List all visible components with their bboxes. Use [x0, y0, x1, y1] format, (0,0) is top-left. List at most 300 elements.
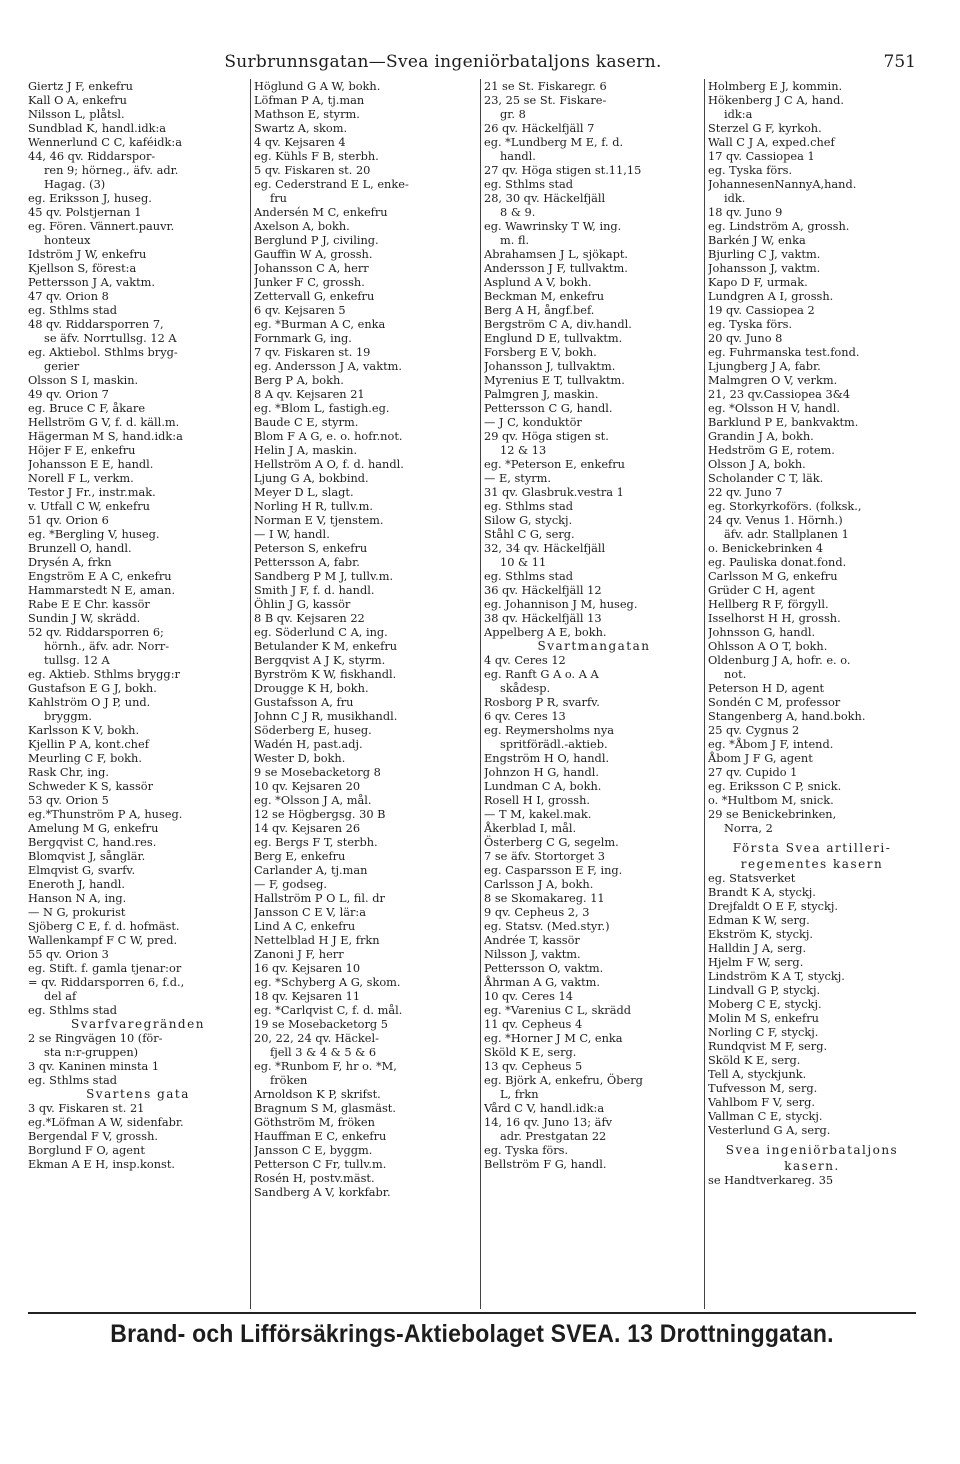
directory-entry: Asplund A V, bokh.	[484, 275, 592, 289]
directory-entry: 10 & 11	[500, 555, 547, 569]
directory-entry: 9 se Mosebacketorg 8	[254, 765, 381, 779]
directory-entry: Sköld K E, serg.	[484, 1045, 577, 1059]
directory-entry: Rosell H I, grossh.	[484, 793, 591, 807]
directory-entry: Nilsson J, vaktm.	[484, 947, 581, 961]
directory-entry: 17 qv. Cassiopea 1	[708, 149, 815, 163]
directory-entry: idk:a	[724, 107, 753, 121]
directory-entry: 27 qv. Höga stigen st.11,15	[484, 163, 642, 177]
directory-entry: Silow G, styckj.	[484, 513, 573, 527]
column-divider	[250, 79, 251, 1309]
directory-entry: 3 qv. Kaninen minsta 1	[28, 1059, 160, 1073]
directory-entry: Edman K W, serg.	[708, 913, 810, 927]
directory-entry: JohannesenNannyA,hand.	[708, 177, 857, 191]
directory-entry: Englund D E, tullvaktm.	[484, 331, 623, 345]
directory-entry: Meurling C F, bokh.	[28, 751, 142, 765]
directory-entry: Johnzon H G, handl.	[484, 765, 599, 779]
directory-entry: Gustafsson A, fru	[254, 695, 354, 709]
directory-entry: eg. Wawrinsky T W, ing.	[484, 219, 622, 233]
directory-entry: 14, 16 qv. Juno 13; äfv	[484, 1115, 613, 1129]
directory-entry: Jansson C E V, lär:a	[254, 905, 366, 919]
directory-entry: Johansson C A, herr	[254, 261, 369, 275]
directory-entry: eg.*Löfman A W, sidenfabr.	[28, 1115, 184, 1129]
directory-entry: Carlsson J A, bokh.	[484, 877, 594, 891]
directory-entry: Bergqvist C, hand.res.	[28, 835, 157, 849]
directory-entry: eg. Reymersholms nya	[484, 723, 614, 737]
directory-entry: Eneroth J, handl.	[28, 877, 125, 891]
directory-entry: 48 qv. Riddarsporren 7,	[28, 317, 164, 331]
directory-entry: Betulander K M, enkefru	[254, 639, 398, 653]
directory-entry: 11 qv. Cepheus 4	[484, 1017, 583, 1031]
directory-entry: Myrenius E T, tullvaktm.	[484, 373, 625, 387]
directory-entry: eg. *Runbom F, hr o. *M,	[254, 1059, 397, 1073]
directory-entry: Bellström F G, handl.	[484, 1157, 607, 1171]
directory-entry: Pettersson A, fabr.	[254, 555, 360, 569]
directory-entry: Byrström K W, fiskhandl.	[254, 667, 397, 681]
directory-entry: Bragnum S M, glasmäst.	[254, 1101, 396, 1115]
directory-entry: Norra, 2	[724, 821, 773, 835]
directory-entry: Gauffin W A, grossh.	[254, 247, 373, 261]
directory-entry: Norell F L, verkm.	[28, 471, 134, 485]
directory-entry: 16 qv. Kejsaren 10	[254, 961, 361, 975]
directory-entry: eg. *Bergling V, huseg.	[28, 527, 160, 541]
directory-entry: Peterson H D, agent	[708, 681, 825, 695]
directory-entry: — T M, kakel.mak.	[484, 807, 592, 821]
directory-entry: Ståhl C G, serg.	[484, 527, 575, 541]
directory-entry: 26 qv. Häckelfjäll 7	[484, 121, 595, 135]
directory-entry: Brandt K A, styckj.	[708, 885, 816, 899]
directory-entry: Moberg C E, styckj.	[708, 997, 822, 1011]
directory-entry: Oldenburg J A, hofr. e. o.	[708, 653, 851, 667]
directory-entry: Jansson C E, byggm.	[254, 1143, 373, 1157]
directory-entry: Olsson S I, maskin.	[28, 373, 139, 387]
directory-entry: 27 qv. Cupido 1	[708, 765, 798, 779]
directory-entry: eg. Bergs F T, sterbh.	[254, 835, 378, 849]
directory-entry: Drejfaldt O E F, styckj.	[708, 899, 839, 913]
directory-entry: eg. Statsverket	[708, 871, 796, 885]
directory-entry: Åhrman A G, vaktm.	[484, 975, 600, 989]
directory-entry: Tufvesson M, serg.	[708, 1081, 818, 1095]
directory-entry: Söderberg E, huseg.	[254, 723, 372, 737]
directory-entry: Blomqvist J, sånglär.	[28, 849, 146, 863]
directory-entry: Hjelm F W, serg.	[708, 955, 804, 969]
directory-entry: Lind A C, enkefru	[254, 919, 356, 933]
directory-entry: Rosén H, postv.mäst.	[254, 1171, 375, 1185]
directory-entry: 18 qv. Kejsaren 11	[254, 989, 361, 1003]
directory-entry: Lindström K A T, styckj.	[708, 969, 845, 983]
directory-entry: eg. Tyska förs.	[708, 163, 793, 177]
directory-entry: Johansson E E, handl.	[28, 457, 154, 471]
directory-entry: Isselhorst H H, grossh.	[708, 611, 841, 625]
directory-entry: Tell A, styckjunk.	[708, 1067, 807, 1081]
directory-entry: Hauffman E C, enkefru	[254, 1129, 387, 1143]
directory-entry: eg. Casparsson E F, ing.	[484, 863, 623, 877]
directory-entry: Wennerlund C C, kaféidk:a	[28, 135, 182, 149]
directory-entry: Kjellson S, förest:a	[28, 261, 137, 275]
footer-advert: Brand- och Lifförsäkrings-Aktiebolaget SVEA. 13 Drottninggatan.	[110, 1320, 834, 1348]
directory-entry: Hammarstedt N E, aman.	[28, 583, 176, 597]
directory-entry: Kall O A, enkefru	[28, 93, 127, 107]
directory-entry: eg. Cederstrand E L, enke-	[254, 177, 409, 191]
directory-entry: eg. Eriksson C P, snick.	[708, 779, 842, 793]
directory-entry: eg. Tyska förs.	[708, 317, 793, 331]
directory-entry: eg. Söderlund C A, ing.	[254, 625, 388, 639]
directory-entry: Rask Chr, ing.	[28, 765, 110, 779]
directory-entry: Junker F C, grossh.	[254, 275, 365, 289]
directory-entry: 8 se Skomakareg. 11	[484, 891, 605, 905]
directory-entry: 9 qv. Cepheus 2, 3	[484, 905, 590, 919]
directory-entry: Sundblad K, handl.idk:a	[28, 121, 167, 135]
directory-entry: Testor J Fr., instr.mak.	[28, 485, 156, 499]
directory-entry: 36 qv. Häckelfjäll 12	[484, 583, 602, 597]
directory-entry: eg. Björk A, enkefru, Öberg	[484, 1073, 643, 1087]
directory-entry: Vahlbom F V, serg.	[708, 1095, 816, 1109]
directory-entry: äfv. adr. Stallplanen 1	[724, 527, 849, 541]
page-title: Surbrunnsgatan—Svea ingeniörbataljons kasern.	[224, 52, 662, 72]
directory-entry: gerier	[44, 359, 80, 373]
directory-entry: 20, 22, 24 qv. Häckel-	[254, 1031, 379, 1045]
directory-entry: 8 & 9.	[500, 205, 536, 219]
directory-entry: 14 qv. Kejsaren 26	[254, 821, 361, 835]
street-heading: Svarfvaregränden	[71, 1017, 205, 1031]
directory-entry: Smith J F, f. d. handl.	[254, 583, 375, 597]
directory-entry: 53 qv. Orion 5	[28, 793, 109, 807]
directory-entry: 55 qv. Orion 3	[28, 947, 109, 961]
directory-entry: Hanson N A, ing.	[28, 891, 127, 905]
directory-entry: 12 se Högbergsg. 30 B	[254, 807, 386, 821]
directory-entry: 19 se Mosebacketorg 5	[254, 1017, 389, 1031]
directory-entry: Bjurling C J, vaktm.	[708, 247, 821, 261]
directory-entry: eg. Andersson J A, vaktm.	[254, 359, 402, 373]
directory-entry: Karlsson K V, bokh.	[28, 723, 140, 737]
directory-entry: Hedström G E, rotem.	[708, 443, 835, 457]
directory-entry: Lundgren A I, grossh.	[708, 289, 834, 303]
street-heading: Svartens gata	[86, 1087, 190, 1101]
directory-entry: Carlander A, tj.man	[254, 863, 368, 877]
directory-entry: Lundman C A, bokh.	[484, 779, 602, 793]
directory-entry: o. Benickebrinken 4	[708, 541, 824, 555]
directory-entry: se äfv. Norrtullsg. 12 A	[44, 331, 177, 345]
page-number: 751	[883, 52, 916, 72]
street-heading: Svea ingeniörbataljons	[725, 1143, 899, 1157]
directory-entry: Ljungberg J A, fabr.	[708, 359, 821, 373]
footer-rule	[28, 1312, 916, 1314]
directory-entry: tullsg. 12 A	[44, 653, 110, 667]
directory-entry: Åbom J F G, agent	[708, 751, 813, 765]
directory-entry: eg.*Thunström P A, huseg.	[28, 807, 183, 821]
directory-entry: — F, godseg.	[254, 877, 328, 891]
directory-entry: 29 se Benickebrinken,	[708, 807, 837, 821]
directory-entry: Berg A H, ångf.bef.	[484, 303, 595, 317]
directory-entry: 3 qv. Fiskaren st. 21	[28, 1101, 145, 1115]
directory-entry: eg. Sthlms stad	[484, 177, 574, 191]
directory-entry: 5 qv. Fiskaren st. 20	[254, 163, 371, 177]
directory-entry: Höglund G A W, bokh.	[254, 79, 381, 93]
directory-entry: Gustafson E G J, bokh.	[28, 681, 157, 695]
directory-entry: 18 qv. Juno 9	[708, 205, 783, 219]
directory-entry: 10 qv. Ceres 14	[484, 989, 573, 1003]
directory-entry: 22 qv. Juno 7	[708, 485, 783, 499]
directory-entry: Berg P A, bokh.	[254, 373, 344, 387]
directory-entry: Holmberg E J, kommin.	[708, 79, 843, 93]
directory-entry: eg. *Lundberg M E, f. d.	[484, 135, 624, 149]
directory-entry: 2 se Ringvägen 10 (för-	[28, 1031, 163, 1045]
directory-entry: eg. Lindström A, grossh.	[708, 219, 850, 233]
directory-entry: 31 qv. Glasbruk.vestra 1	[484, 485, 624, 499]
directory-entry: Johnsson G, handl.	[708, 625, 816, 639]
directory-entry: Axelson A, bokh.	[254, 219, 350, 233]
directory-entry: Andersén M C, enkefru	[254, 205, 388, 219]
directory-entry: Berglund P J, civiling.	[254, 233, 379, 247]
directory-entry: Sköld K E, serg.	[708, 1053, 801, 1067]
directory-entry: Sundin J W, skrädd.	[28, 611, 141, 625]
directory-entry: Sandberg A V, korkfabr.	[254, 1185, 391, 1199]
directory-entry: Sandberg P M J, tullv.m.	[254, 569, 394, 583]
directory-entry: Drougge K H, bokh.	[254, 681, 369, 695]
directory-entry: eg. Kühls F B, sterbh.	[254, 149, 379, 163]
directory-entry: 51 qv. Orion 6	[28, 513, 109, 527]
directory-entry: Hägerman M S, hand.idk:a	[28, 429, 183, 443]
directory-entry: 49 qv. Orion 7	[28, 387, 109, 401]
directory-entry: eg. Pauliska donat.fond.	[708, 555, 847, 569]
directory-entry: Abrahamsen J L, sjökapt.	[484, 247, 629, 261]
directory-entry: eg. *Olsson J A, mål.	[254, 793, 372, 807]
directory-entry: Pettersson C G, handl.	[484, 401, 613, 415]
directory-entry: Olsson J A, bokh.	[708, 457, 806, 471]
directory-entry: 24 qv. Venus 1. Hörnh.)	[708, 513, 843, 527]
directory-entry: Helin J A, maskin.	[254, 443, 358, 457]
directory-entry: eg. Johannison J M, huseg.	[484, 597, 638, 611]
directory-entry: Ohlsson A O T, bokh.	[708, 639, 828, 653]
directory-entry: eg. Sthlms stad	[28, 303, 118, 317]
directory-entry: eg. Aktiebol. Sthlms bryg-	[28, 345, 178, 359]
directory-entry: 6 qv. Kejsaren 5	[254, 303, 346, 317]
directory-entry: 20 qv. Juno 8	[708, 331, 783, 345]
directory-entry: 7 qv. Fiskaren st. 19	[254, 345, 371, 359]
directory-entry: Amelung M G, enkefru	[28, 821, 159, 835]
directory-entry: eg. *Peterson E, enkefru	[484, 457, 625, 471]
directory-entry: Molin M S, enkefru	[708, 1011, 819, 1025]
directory-entry: — I W, handl.	[254, 527, 330, 541]
directory-entry: eg. Bruce C F, åkare	[28, 401, 146, 415]
directory-entry: o. *Hultbom M, snick.	[708, 793, 834, 807]
directory-entry: 8 B qv. Kejsaren 22	[254, 611, 365, 625]
directory-entry: Johnn C J R, musikhandl.	[254, 709, 398, 723]
column-divider	[704, 79, 705, 1309]
directory-entry: Rosborg P R, svarfv.	[484, 695, 600, 709]
directory-entry: skådesp.	[500, 681, 551, 695]
directory-entry: ren 9; hörneg., äfv. adr.	[44, 163, 179, 177]
directory-entry: 7 se äfv. Stortorget 3	[484, 849, 605, 863]
directory-entry: honteux	[44, 233, 91, 247]
directory-entry: spritförädl.-aktieb.	[500, 737, 608, 751]
directory-entry: Kapo D F, urmak.	[708, 275, 808, 289]
directory-entry: Fornmark G, ing.	[254, 331, 352, 345]
directory-entry: Bergström C A, div.handl.	[484, 317, 632, 331]
directory-entry: Malmgren O V, verkm.	[708, 373, 838, 387]
directory-entry: Engström E A C, enkefru	[28, 569, 172, 583]
street-heading: regementes kasern	[740, 857, 884, 871]
directory-entry: Ljung G A, bokbind.	[254, 471, 369, 485]
directory-entry: 6 qv. Ceres 13	[484, 709, 566, 723]
directory-entry: Hökenberg J C A, hand.	[708, 93, 844, 107]
directory-entry: 32, 34 qv. Häckelfjäll	[484, 541, 606, 555]
directory-entry: Lindvall G P, styckj.	[708, 983, 821, 997]
directory-entry: Bergqvist A J K, styrm.	[254, 653, 386, 667]
directory-entry: eg. *Olsson H V, handl.	[708, 401, 840, 415]
directory-entry: Carlsson M G, enkefru	[708, 569, 838, 583]
directory-entry: L, frkn	[500, 1087, 539, 1101]
directory-entry: eg. Stift. f. gamla tjenar:or	[28, 961, 182, 975]
directory-entry: Andersson J F, tullvaktm.	[484, 261, 628, 275]
directory-entry: not.	[724, 667, 747, 681]
street-heading: kasern.	[784, 1159, 840, 1173]
directory-entry: Norling H R, tullv.m.	[254, 499, 374, 513]
directory-entry: Öhlin J G, kassör	[254, 597, 351, 611]
directory-entry: Vallman C E, styckj.	[708, 1109, 823, 1123]
directory-entry: eg. Tyska förs.	[484, 1143, 569, 1157]
street-heading: Första Svea artilleri-	[732, 841, 892, 855]
directory-entry: Meyer D L, slagt.	[254, 485, 354, 499]
directory-entry: Swartz A, skom.	[254, 121, 348, 135]
directory-columns	[28, 79, 916, 1379]
directory-entry: Nettelblad H J E, frkn	[254, 933, 380, 947]
directory-entry: Palmgren J, maskin.	[484, 387, 599, 401]
directory-entry: 44, 46 qv. Riddarspor-	[28, 149, 156, 163]
directory-entry: eg. *Horner J M C, enka	[484, 1031, 623, 1045]
directory-entry: Wallenkampf F C W, pred.	[28, 933, 178, 947]
directory-entry: eg. *Carlqvist C, f. d. mål.	[254, 1003, 403, 1017]
directory-entry: adr. Prestgatan 22	[500, 1129, 607, 1143]
directory-entry: 10 qv. Kejsaren 20	[254, 779, 361, 793]
directory-entry: Åkerblad I, mål.	[484, 821, 577, 835]
directory-entry: Sjöberg C E, f. d. hofmäst.	[28, 919, 180, 933]
directory-entry: 23, 25 se St. Fiskare-	[484, 93, 607, 107]
directory-entry: Hallström P O L, fil. dr	[254, 891, 385, 905]
directory-entry: eg. Fuhrmanska test.fond.	[708, 345, 860, 359]
directory-entry: Stangenberg A, hand.bokh.	[708, 709, 866, 723]
directory-entry: eg. Aktieb. Sthlms brygg:r	[28, 667, 180, 681]
directory-entry: Idström J W, enkefru	[28, 247, 147, 261]
directory-entry: Petterson C Fr, tullv.m.	[254, 1157, 387, 1171]
directory-entry: Brunzell O, handl.	[28, 541, 132, 555]
directory-entry: 12 & 13	[500, 443, 547, 457]
directory-entry: Österberg C G, segelm.	[484, 835, 619, 849]
column-3	[484, 79, 704, 1379]
directory-entry: 19 qv. Cassiopea 2	[708, 303, 815, 317]
directory-entry: eg. Fören. Vännert.pauvr.	[28, 219, 175, 233]
directory-entry: Göthström M, fröken	[254, 1115, 375, 1129]
directory-entry: Halldin J A, serg.	[708, 941, 807, 955]
directory-entry: Hagag. (3)	[44, 177, 106, 191]
directory-entry: 47 qv. Orion 8	[28, 289, 109, 303]
directory-entry: — J C, konduktör	[484, 415, 582, 429]
column-1	[28, 79, 248, 1379]
directory-entry: Wester D, bokh.	[254, 751, 346, 765]
directory-entry: eg. Storkyrkoförs. (folksk.,	[708, 499, 862, 513]
directory-entry: — E, styrm.	[484, 471, 552, 485]
directory-entry: Beckman M, enkefru	[484, 289, 605, 303]
directory-entry: gr. 8	[500, 107, 526, 121]
directory-entry: 28, 30 qv. Häckelfjäll	[484, 191, 606, 205]
directory-entry: eg. *Schyberg A G, skom.	[254, 975, 401, 989]
directory-entry: Berg E, enkefru	[254, 849, 346, 863]
directory-entry: Mathson E, styrm.	[254, 107, 360, 121]
directory-entry: Zettervall G, enkefru	[254, 289, 375, 303]
directory-entry: eg. Sthlms stad	[28, 1003, 118, 1017]
directory-entry: Vård C V, handl.idk:a	[484, 1101, 605, 1115]
directory-entry: eg. Sthlms stad	[484, 499, 574, 513]
directory-entry: = qv. Riddarsporren 6, f.d.,	[28, 975, 185, 989]
directory-entry: eg. *Burman A C, enka	[254, 317, 386, 331]
directory-entry: eg. *Varenius C L, skrädd	[484, 1003, 632, 1017]
directory-entry: fjell 3 & 4 & 5 & 6	[270, 1045, 377, 1059]
directory-entry: 21 se St. Fiskaregr. 6	[484, 79, 607, 93]
directory-entry: Hellberg R F, förgyll.	[708, 597, 829, 611]
directory-entry: Barkén J W, enka	[708, 233, 806, 247]
directory-entry: 8 A qv. Kejsaren 21	[254, 387, 365, 401]
directory-entry: Rundqvist M F, serg.	[708, 1039, 828, 1053]
directory-entry: eg. *Blom L, fastigh.eg.	[254, 401, 390, 415]
directory-entry: Engström H O, handl.	[484, 751, 610, 765]
directory-entry: Rabe E E Chr. kassör	[28, 597, 150, 611]
directory-entry: bryggm.	[44, 709, 92, 723]
directory-entry: Löfman P A, tj.man	[254, 93, 365, 107]
directory-entry: Johansson J, tullvaktm.	[484, 359, 616, 373]
directory-entry: Kahlström O J P, und.	[28, 695, 151, 709]
directory-entry: eg. Sthlms stad	[484, 569, 574, 583]
directory-entry: Baude C E, styrm.	[254, 415, 359, 429]
directory-entry: Kjellin P A, kont.chef	[28, 737, 149, 751]
directory-entry: v. Utfall C W, enkefru	[28, 499, 150, 513]
directory-page	[28, 52, 916, 1412]
column-4	[708, 79, 916, 1379]
directory-entry: Ekman A E H, insp.konst.	[28, 1157, 175, 1171]
directory-entry: Johansson J, vaktm.	[708, 261, 821, 275]
directory-entry: eg. Sthlms stad	[28, 1073, 118, 1087]
directory-entry: 25 qv. Cygnus 2	[708, 723, 800, 737]
directory-entry: 45 qv. Polstjernan 1	[28, 205, 142, 219]
directory-entry: fru	[270, 191, 287, 205]
column-divider	[480, 79, 481, 1309]
directory-entry: Wadén H, past.adj.	[254, 737, 363, 751]
directory-entry: eg. Eriksson J, huseg.	[28, 191, 152, 205]
directory-entry: Andrée T, kassör	[484, 933, 580, 947]
directory-entry: Sondén C M, professor	[708, 695, 841, 709]
directory-entry: se Handtverkareg. 35	[708, 1173, 834, 1187]
directory-entry: 13 qv. Cepheus 5	[484, 1059, 583, 1073]
directory-entry: Drysén A, frkn	[28, 555, 112, 569]
directory-entry: Bergendal F V, grossh.	[28, 1129, 158, 1143]
directory-entry: 4 qv. Ceres 12	[484, 653, 566, 667]
directory-entry: 52 qv. Riddarsporren 6;	[28, 625, 164, 639]
directory-entry: eg. *Åbom J F, intend.	[708, 737, 834, 751]
directory-entry: Blom F A G, e. o. hofr.not.	[254, 429, 403, 443]
directory-entry: 38 qv. Häckelfjäll 13	[484, 611, 602, 625]
directory-entry: Sterzel G F, kyrkoh.	[708, 121, 822, 135]
directory-entry: Ekström K, styckj.	[708, 927, 813, 941]
directory-entry: Pettersson O, vaktm.	[484, 961, 604, 975]
directory-entry: Hellström G V, f. d. käll.m.	[28, 415, 180, 429]
column-2	[254, 79, 480, 1379]
directory-entry: Pettersson J A, vaktm.	[28, 275, 155, 289]
directory-entry: Vesterlund G A, serg.	[708, 1123, 831, 1137]
directory-entry: Hellström A O, f. d. handl.	[254, 457, 404, 471]
directory-entry: 21, 23 qv.Cassiopea 3&4	[708, 387, 851, 401]
directory-entry: handl.	[500, 149, 536, 163]
directory-entry: sta n:r-gruppen)	[44, 1045, 139, 1059]
directory-entry: Grüder C H, agent	[708, 583, 815, 597]
directory-entry: Norling C F, styckj.	[708, 1025, 819, 1039]
